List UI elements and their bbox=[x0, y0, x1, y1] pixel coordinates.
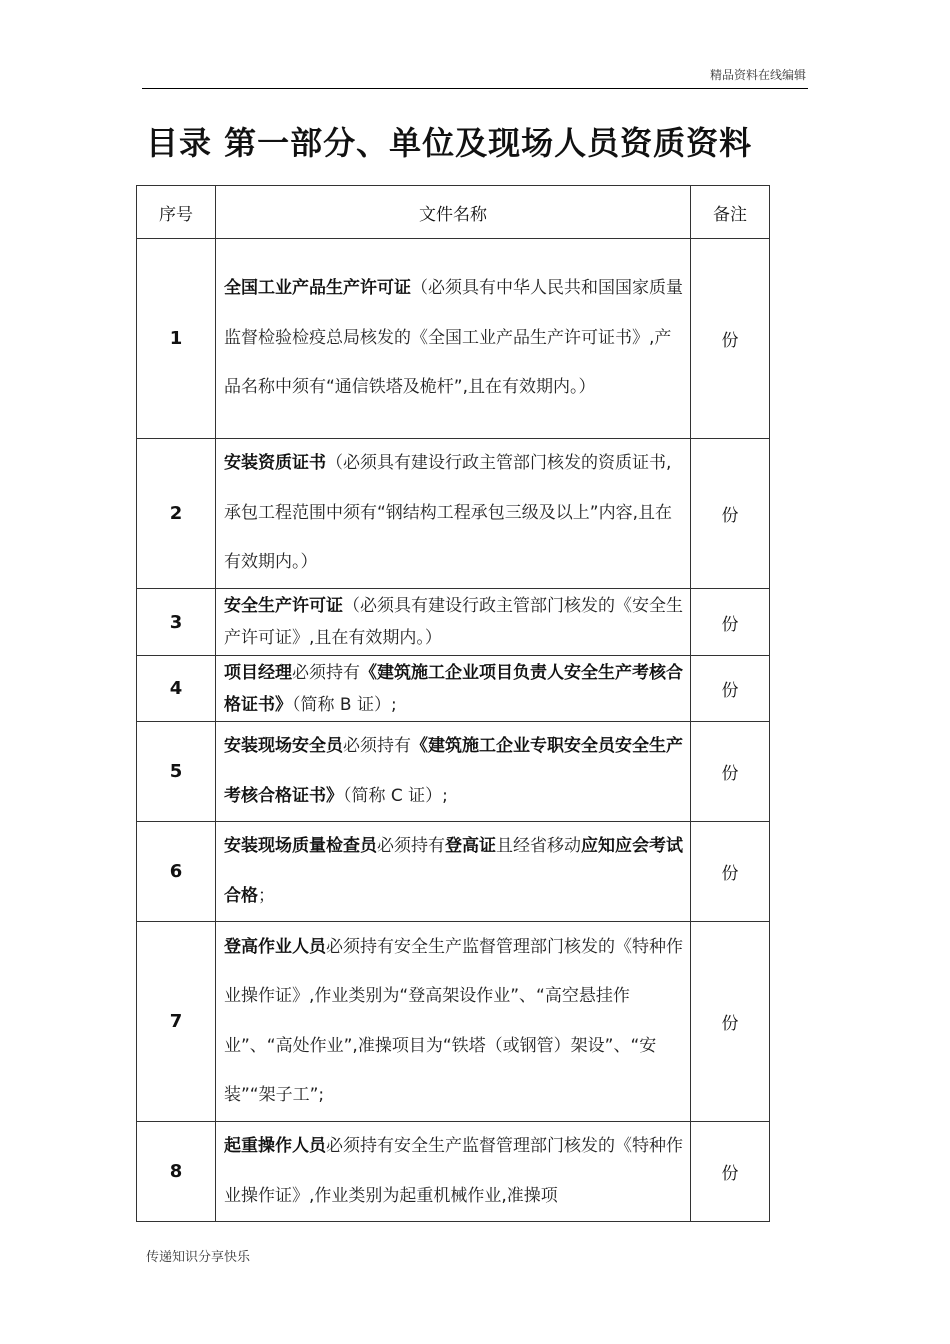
document-name-text: （简称 C 证）; bbox=[343, 785, 448, 806]
document-name-bold-text: 安装现场质量检查员 bbox=[224, 836, 377, 856]
table-body bbox=[137, 239, 770, 1222]
row-number: 2 bbox=[137, 439, 216, 589]
document-name-bold-text: 全国工业产品生产许可证 bbox=[224, 278, 411, 299]
document-name-text: 且经省移动 bbox=[496, 836, 581, 856]
document-name-text: 必须持有安全生产监督管理部门核发的《特种作业操作证》,作业类别为起重机械作业,准操项 bbox=[224, 1136, 683, 1206]
document-name-cell bbox=[216, 239, 691, 439]
document-name-cell bbox=[216, 656, 691, 722]
table-row bbox=[137, 589, 770, 656]
remark-cell: 份 bbox=[691, 822, 770, 922]
header-note: 精品资料在线编辑 bbox=[709, 68, 806, 82]
row-number: 6 bbox=[137, 822, 216, 922]
table-header-row bbox=[137, 186, 770, 239]
document-name-bold-text: 《建筑施工企业专职安全员安全生产考核合格证书》 bbox=[224, 736, 683, 806]
row-number: 5 bbox=[137, 722, 216, 822]
document-name-cell bbox=[216, 922, 691, 1122]
document-name-bold-text: 登高作业人员 bbox=[224, 936, 326, 957]
footer-note: 传递知识分享快乐 bbox=[146, 1250, 251, 1265]
document-name-cell bbox=[216, 822, 691, 922]
remark-cell: 份 bbox=[691, 239, 770, 439]
table-row bbox=[137, 1122, 770, 1222]
document-name-bold-text: 项目经理 bbox=[224, 662, 292, 683]
document-name-cell bbox=[216, 1122, 691, 1222]
remark-cell: 份 bbox=[691, 439, 770, 589]
remark-cell: 份 bbox=[691, 722, 770, 822]
document-name-cell bbox=[216, 722, 691, 822]
remark-cell: 份 bbox=[691, 1122, 770, 1222]
column-header-remark: 备注 bbox=[691, 186, 770, 239]
document-name-bold-text: 应知应会考试合格 bbox=[224, 836, 683, 906]
document-name-bold-text: 起重操作人员 bbox=[224, 1136, 326, 1156]
document-name-text: 必须持有 bbox=[377, 836, 445, 856]
document-name-text: 必须持有安全生产监督管理部门核发的《特种作业操作证》,作业类别为“登高架设作业”、“高空悬挂作业”、“高处作业”,准操项目为“铁塔（或钢管）架设”、“安装”“架子工”; bbox=[224, 936, 683, 1105]
document-name-text: 必须持有 bbox=[343, 736, 411, 756]
table-row bbox=[137, 656, 770, 722]
table-row bbox=[137, 439, 770, 589]
document-name-text: 必须持有 bbox=[292, 662, 360, 683]
table-row bbox=[137, 822, 770, 922]
remark-cell: 份 bbox=[691, 589, 770, 656]
remark-cell: 份 bbox=[691, 922, 770, 1122]
document-name-bold-text: 安全生产许可证 bbox=[224, 596, 343, 616]
column-header-no: 序号 bbox=[137, 186, 216, 239]
document-name-text: （必须具有中华人民共和国国家质量监督检验检疫总局核发的《全国工业产品生产许可证书》,产品名称中须有“通信铁塔及桅杆”,且在有效期内。） bbox=[224, 278, 683, 398]
row-number: 1 bbox=[137, 239, 216, 439]
document-name-text: （简称 B 证）; bbox=[292, 694, 397, 715]
column-header-name: 文件名称 bbox=[216, 186, 691, 239]
table-row bbox=[137, 239, 770, 439]
qualification-table bbox=[136, 185, 770, 1222]
table-row bbox=[137, 722, 770, 822]
row-number: 8 bbox=[137, 1122, 216, 1222]
document-name-text: （必须具有建设行政主管部门核发的《安全生产许可证》,且在有效期内。） bbox=[224, 596, 683, 648]
document-name-bold-text: 安装现场安全员 bbox=[224, 736, 343, 756]
row-number: 7 bbox=[137, 922, 216, 1122]
document-name-cell bbox=[216, 589, 691, 656]
header-rule bbox=[142, 88, 808, 89]
document-name-bold-text: 安装资质证书 bbox=[224, 453, 326, 474]
row-number: 3 bbox=[137, 589, 216, 656]
page-title: 目录 第一部分、单位及现场人员资质资料 bbox=[146, 124, 753, 162]
document-name-bold-text: 登高证 bbox=[445, 836, 496, 856]
row-number: 4 bbox=[137, 656, 216, 722]
document-name-text: （必须具有建设行政主管部门核发的资质证书,承包工程范围中须有“钢结构工程承包三级及以上”内容,且在有效期内。） bbox=[224, 453, 673, 573]
document-name-bold-text: 《建筑施工企业项目负责人安全生产考核合格证书》 bbox=[224, 662, 683, 715]
remark-cell: 份 bbox=[691, 656, 770, 722]
document-name-cell bbox=[216, 439, 691, 589]
table-row bbox=[137, 922, 770, 1122]
document-name-text: ； bbox=[258, 885, 275, 906]
